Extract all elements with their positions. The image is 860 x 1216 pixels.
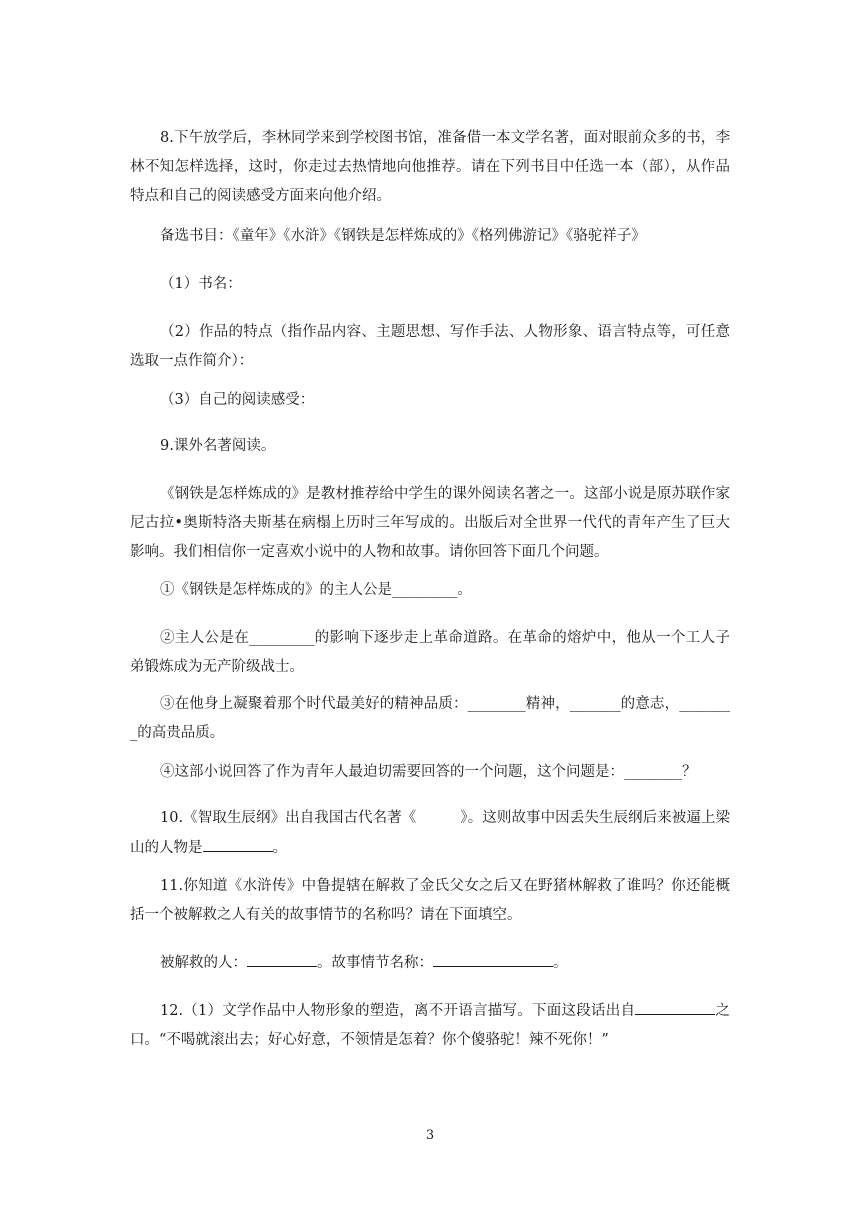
question-9-sub-2	[130, 624, 730, 682]
q11-blank-person	[247, 948, 317, 967]
q10-text-b: 》。这则故事中因丢失生辰纲后来被逼上梁山的人物是	[130, 810, 730, 856]
question-12	[130, 996, 730, 1055]
question-11-fill	[130, 948, 730, 978]
question-9-passage: 《钢铁是怎样炼成的》是教材推荐给中学生的课外阅读名著之一。这部小说是原苏联作家尼古拉•奥斯特洛夫斯基在病榻上历时三年写成的。出版后对全世界一代代的青年产生了巨大影响。我们相信你一定喜欢小说中的人物和故事。请你回答下面几个问题。	[130, 486, 730, 560]
q9-s3-text-b: 精神，	[525, 696, 570, 712]
q12-text-b: 之口。“不喝就滚出去；好心好意，不领情是怎着？你个傻骆驼！辣不死你！”	[130, 1003, 730, 1048]
q9-s1-text-b: 。	[457, 582, 472, 598]
question-8-intro: 8.下午放学后，李林同学来到学校图书馆，准备借一本文学名著，面对眼前众多的书，李林不知怎样选择，这时，你走过去热情地向他推荐。请在下列书目中任选一本（部），从作品特点和自己的阅读感受方面来向他介绍。	[130, 130, 730, 204]
q10-blank-person	[203, 833, 273, 852]
question-11: 11.你知道《水浒传》中鲁提辖在解救了金氏父女之后又在野猪林解救了谁吗？你还能概括一个被解救之人有关的故事情节的名称吗？请在下面填空。	[130, 878, 730, 923]
question-8-book-list: 备选书目：《童年》《水浒》《钢铁是怎样炼成的》《格列佛游记》《骆驼祥子》	[160, 228, 646, 244]
q11-fill-text-b: 。故事情节名称：	[317, 955, 433, 971]
q9-s4-text-b: ？	[682, 764, 697, 780]
q9-s1-text-a: ①《钢铁是怎样炼成的》的主人公是	[160, 582, 392, 598]
question-8-item-3: （3）自己的阅读感受：	[160, 392, 315, 408]
q9-s4-blank: ________	[624, 764, 682, 780]
q9-s3-text-d: 的高贵品质。	[137, 725, 225, 741]
q9-s4-text-a: ④这部小说回答了作为青年人最迫切需要回答的一个问题，这个问题是：	[160, 764, 624, 780]
q9-s2-blank: _________	[249, 630, 315, 646]
q9-s3-blank-2: _______	[569, 696, 621, 712]
q12-blank-speaker	[635, 996, 715, 1015]
question-9-title: 9.课外名著阅读。	[160, 438, 276, 454]
q10-text-a: 10.《智取生辰纲》出自我国古代名著《	[160, 810, 417, 826]
q11-blank-episode	[433, 948, 553, 967]
q11-fill-text-a: 被解救的人：	[160, 955, 247, 971]
q9-s2-text-a: ②主人公是在	[160, 630, 250, 646]
question-10	[130, 804, 730, 863]
question-8-item-2: （2）作品的特点（指作品内容、主题思想、写作手法、人物形象、语言特点等，可任意选取一点作简介）：	[130, 324, 730, 369]
q9-s3-text-c: 的意志，	[620, 696, 680, 712]
question-9-sub-1	[130, 576, 730, 605]
q11-fill-text-c: 。	[553, 955, 568, 971]
q9-s3-blank-3: ________	[130, 696, 731, 741]
q9-s3-text-a: ③在他身上凝聚着那个时代最美好的精神品质：	[160, 696, 468, 712]
q9-s3-blank-1: ________	[467, 696, 526, 712]
q9-s1-blank: _________	[392, 582, 458, 598]
q10-text-c: 。	[272, 840, 287, 856]
q10-blank-book	[416, 804, 460, 822]
question-9-sub-4	[130, 758, 730, 787]
question-8-item-1: （1）书名：	[160, 276, 242, 292]
question-9-sub-3	[130, 690, 730, 748]
q9-s2-text-b: 的影响下逐步走上革命道路。在革命的熔炉中，他从一个工人子弟锻炼成为无产阶级战士。	[130, 630, 731, 675]
page-number: 3	[425, 1128, 435, 1143]
q12-text-a: 12.（1）文学作品中人物形象的塑造，离不开语言描写。下面这段话出自	[160, 1003, 636, 1019]
